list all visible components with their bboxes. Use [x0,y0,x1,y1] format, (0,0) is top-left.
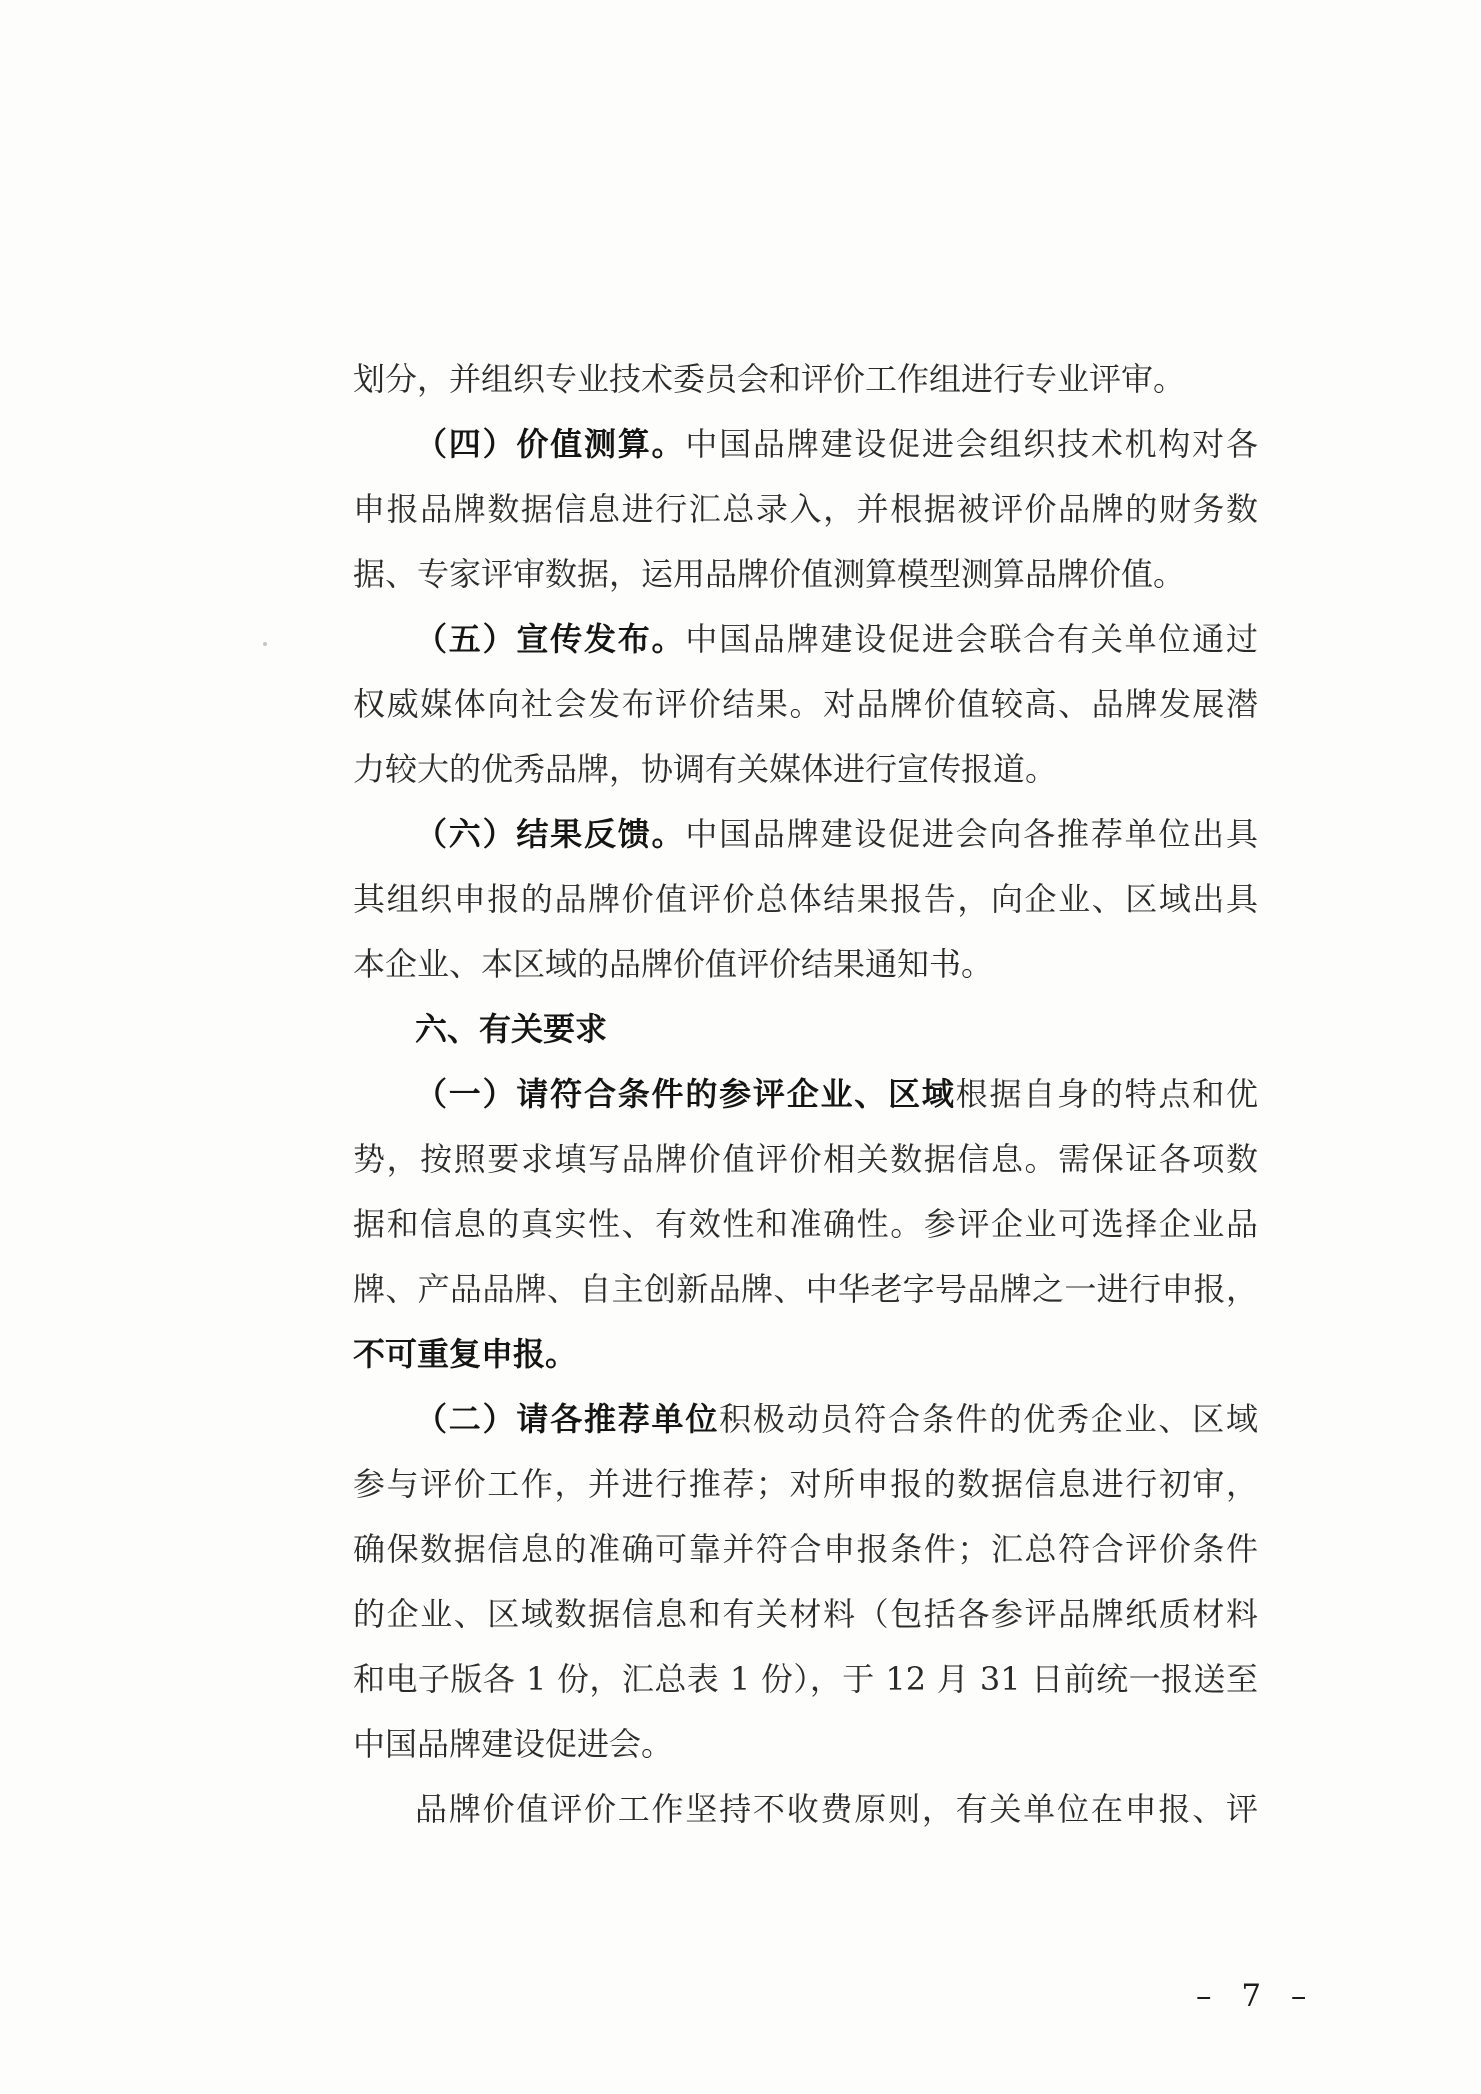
body-segment: 本企业、本区域的品牌价值评价结果通知书。 [353,945,994,983]
body-segment: 参与评价工作，并进行推荐；对所申报的数据信息进行初审， [353,1465,1258,1503]
text-line [353,347,1258,412]
heading-segment: （二）请各推荐单位 [415,1400,720,1438]
text-line [353,997,1258,1062]
text-block [353,347,1258,1842]
body-segment: 权威媒体向社会发布评价结果。对品牌价值较高、品牌发展潜 [353,685,1258,723]
body-segment: 中国品牌建设促进会向各推荐单位出具 [685,815,1258,853]
body-segment: 据和信息的真实性、有效性和准确性。参评企业可选择企业品 [353,1205,1258,1243]
body-segment: 力较大的优秀品牌，协调有关媒体进行宣传报道。 [353,750,1058,788]
text-line [353,607,1258,672]
heading-segment: （五）宣传发布。 [415,620,686,658]
heading-segment: 六、有关要求 [415,1010,608,1048]
text-line [353,737,1258,802]
text-line [353,932,1258,997]
body-segment: 据、专家评审数据，运用品牌价值测算模型测算品牌价值。 [353,555,1186,593]
text-line [353,1647,1258,1712]
text-line [353,1387,1258,1452]
body-segment: 中国品牌建设促进会。 [353,1725,674,1763]
scan-speck [263,642,267,646]
text-line [353,1127,1258,1192]
text-line [353,412,1258,477]
body-segment: 根据自身的特点和优 [955,1075,1258,1113]
page-number: – 7 – [1196,1978,1309,2014]
text-line [353,1517,1258,1582]
text-line [353,802,1258,867]
text-line [353,1452,1258,1517]
text-line [353,867,1258,932]
body-segment: 申报品牌数据信息进行汇总录入，并根据被评价品牌的财务数 [353,490,1258,528]
heading-segment: （一）请符合条件的参评企业、区域 [415,1075,956,1113]
body-segment: 中国品牌建设促进会联合有关单位通过 [685,620,1258,658]
heading-segment: （六）结果反馈。 [415,815,686,853]
text-line [353,542,1258,607]
text-line [353,1322,1258,1387]
text-line [353,1192,1258,1257]
body-segment: 牌、产品品牌、自主创新品牌、中华老字号品牌之一进行申报， [353,1270,1258,1308]
body-segment: 品牌价值评价工作坚持不收费原则，有关单位在申报、评 [415,1790,1258,1828]
text-line [353,1257,1258,1322]
heading-segment: 不可重复申报。 [353,1335,578,1373]
body-segment: 划分，并组织专业技术委员会和评价工作组进行专业评审。 [353,360,1186,398]
text-line [353,477,1258,542]
body-segment: 势，按照要求填写品牌价值评价相关数据信息。需保证各项数 [353,1140,1258,1178]
heading-segment: （四）价值测算。 [415,425,686,463]
body-segment: 中国品牌建设促进会组织技术机构对各 [685,425,1258,463]
body-segment: 的企业、区域数据信息和有关材料（包括各参评品牌纸质材料 [353,1595,1258,1633]
body-segment: 和电子版各 1 份，汇总表 1 份），于 12 月 31 日前统一报送至 [353,1660,1258,1698]
text-line [353,1712,1258,1777]
text-line [353,1777,1258,1842]
text-line [353,1582,1258,1647]
body-segment: 其组织申报的品牌价值评价总体结果报告，向企业、区域出具 [353,880,1258,918]
body-segment: 确保数据信息的准确可靠并符合申报条件；汇总符合评价条件 [353,1530,1258,1568]
body-segment: 积极动员符合条件的优秀企业、区域 [719,1400,1258,1438]
text-line [353,672,1258,737]
text-line [353,1062,1258,1127]
